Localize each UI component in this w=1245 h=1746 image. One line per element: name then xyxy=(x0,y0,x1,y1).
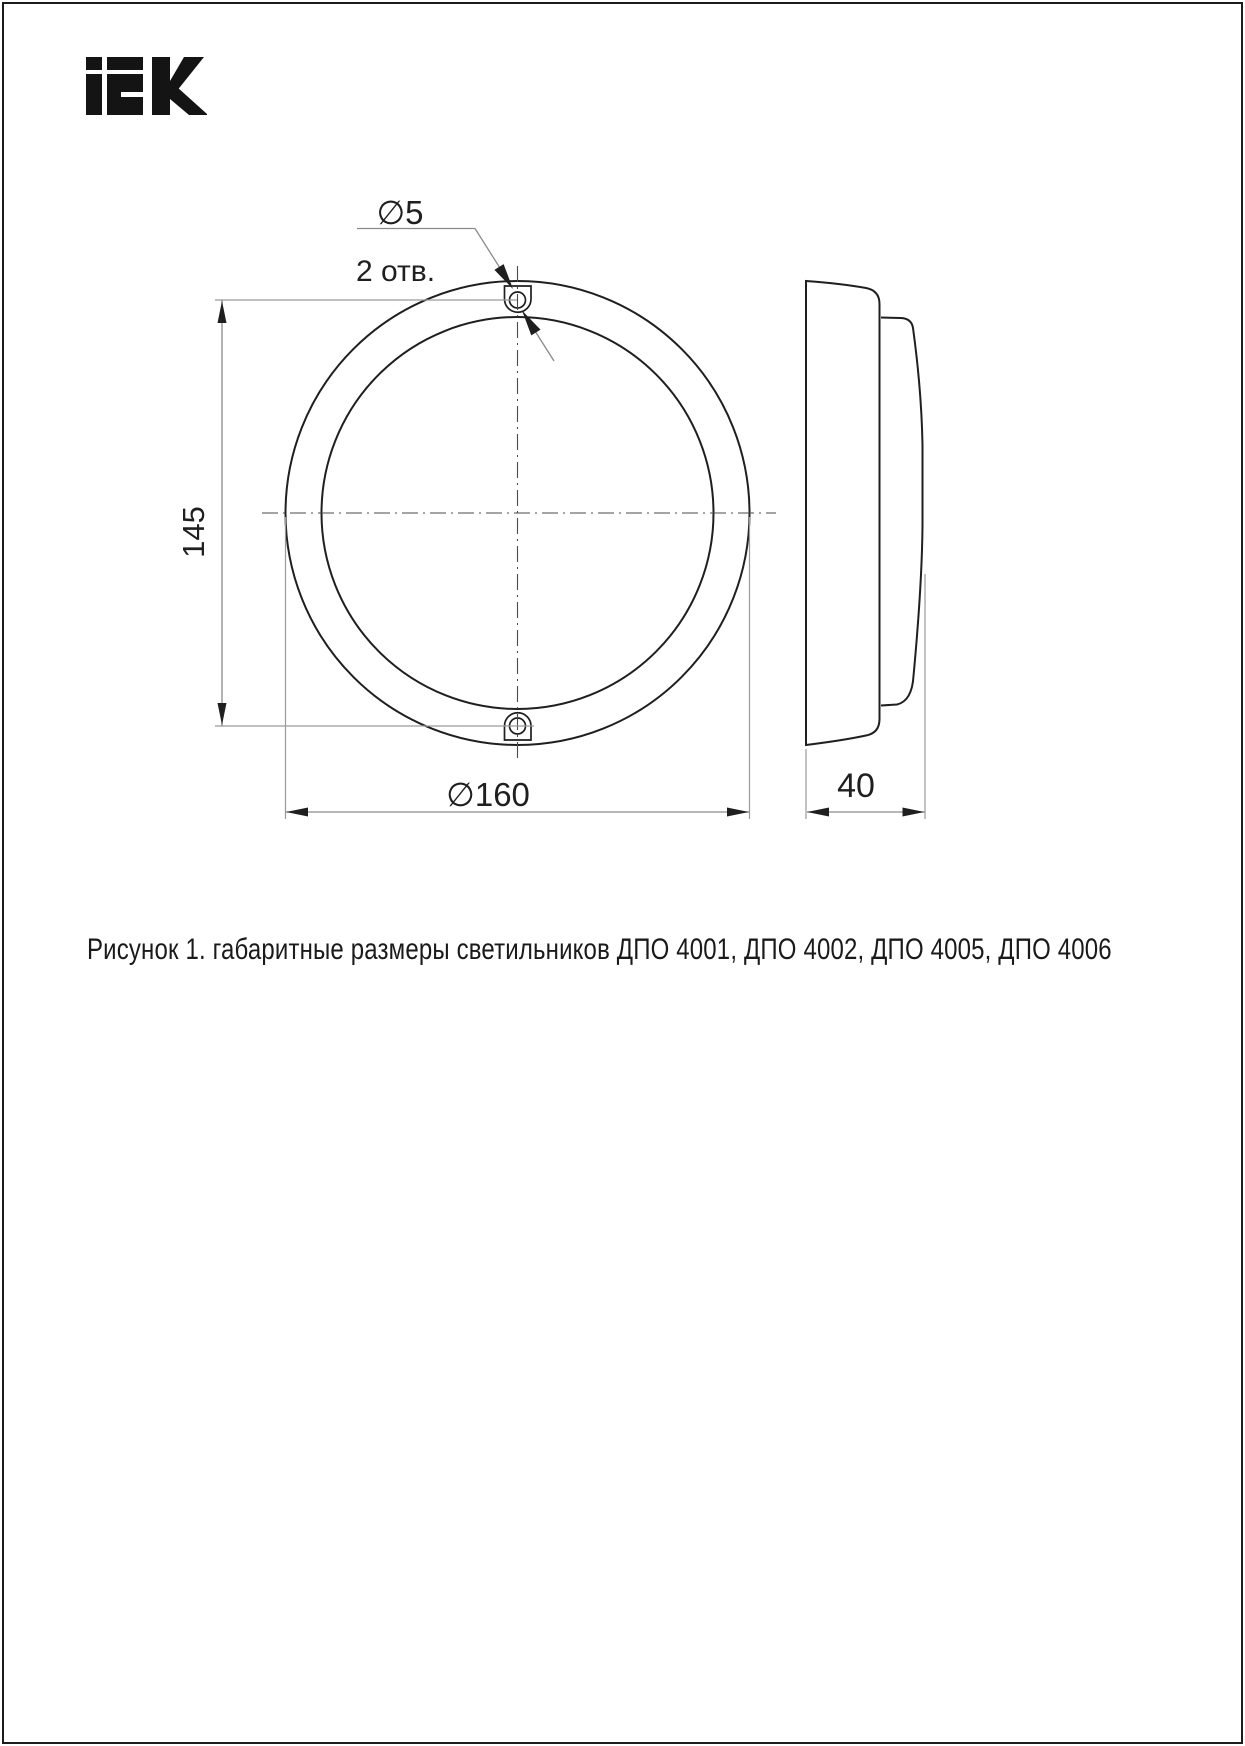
hole-diameter-label: ∅5 xyxy=(376,194,424,231)
side-view xyxy=(806,281,923,745)
side-view-body xyxy=(806,281,880,745)
holes-count-label: 2 отв. xyxy=(356,255,436,288)
dimension-145-label: 145 xyxy=(176,506,211,558)
dimension-40-label: 40 xyxy=(837,767,875,805)
side-view-diffuser xyxy=(881,318,923,706)
front-view xyxy=(262,266,776,758)
dimension-160-label: ∅160 xyxy=(446,776,530,813)
iek-logo xyxy=(86,57,207,115)
dimension-hole-5 xyxy=(356,194,554,361)
figure-caption: Рисунок 1. габаритные размеры светильников ДПО 4001, ДПО 4002, ДПО 4005, ДПО 4006 xyxy=(87,933,1112,966)
